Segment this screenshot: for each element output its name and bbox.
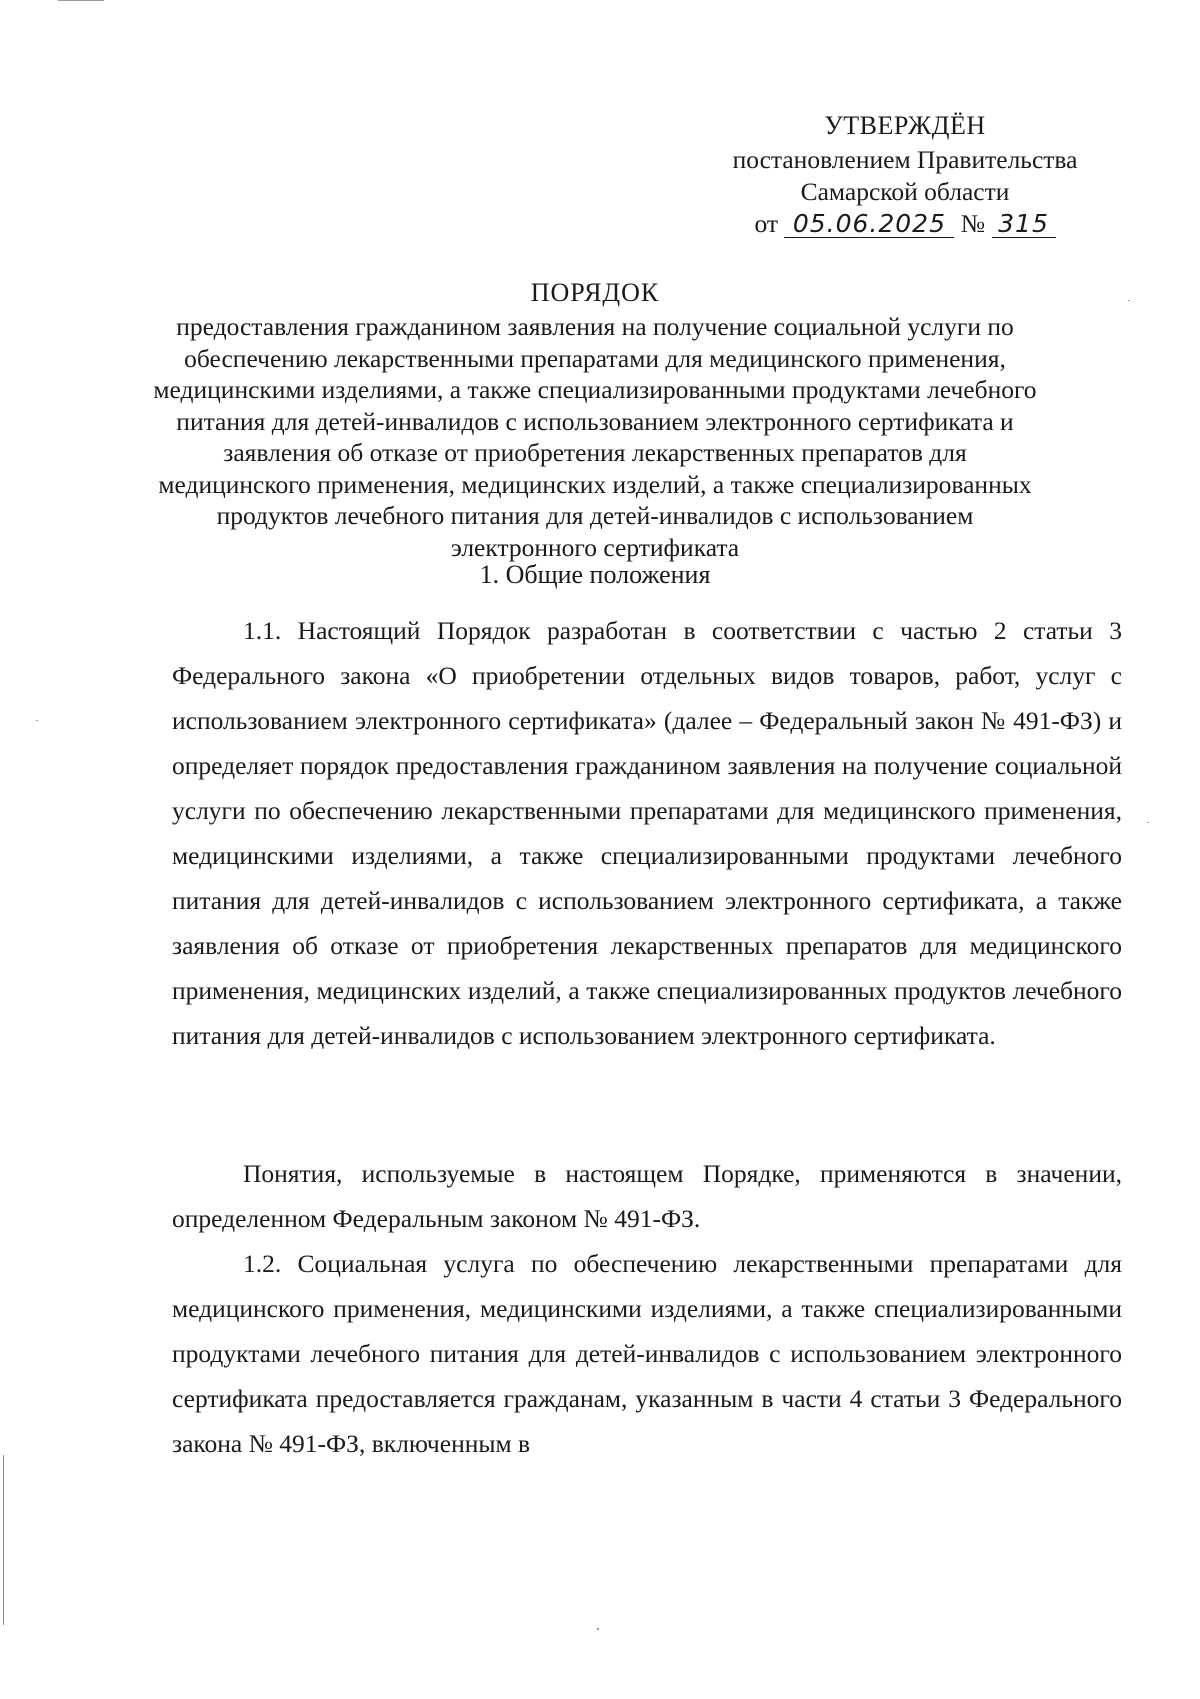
approval-authority: постановлением Правительства bbox=[732, 145, 1078, 174]
handwritten-date: 05.06.2025 bbox=[784, 211, 954, 238]
number-prefix: № bbox=[960, 209, 986, 238]
approval-heading: УТВЕРЖДЁН bbox=[824, 111, 986, 140]
paragraph-1-1 bbox=[172, 608, 1122, 1058]
date-prefix: от bbox=[754, 209, 779, 238]
title-block bbox=[150, 277, 1040, 563]
scan-speck bbox=[36, 720, 38, 721]
scan-mark bbox=[58, 0, 104, 1]
scan-speck bbox=[597, 1628, 599, 1630]
section-heading: 1. Общие положения bbox=[479, 560, 711, 589]
paragraph-text: 1.1. Настоящий Порядок разработан в соответствии с частью 2 статьи 3 Федерального закона «О приобретении отдельных видов товаров, работ, услуг с использованием электронного сертификата» (далее – Федеральный закон № 491-ФЗ) и определяет порядок предоставления гражданином заявления на получение социальной услуги по обеспечению лекарственными препаратами для медицинского применения, медицинскими изделиями, а также специализированными продуктами лечебного питания для детей-инвалидов с использованием электронного сертификата, а также заявления об отказе от приобретения лекарственных препаратов для медицинского применения, медицинских изделий, а также специализированных продуктов лечебного питания для детей-инвалидов с использованием электронного сертификата. bbox=[172, 616, 1122, 1050]
paragraph-text: Понятия, используемые в настоящем Порядке, применяются в значении, определенном Федеральным законом № 491-ФЗ. bbox=[172, 1159, 1122, 1233]
approval-region: Самарской области bbox=[800, 177, 1010, 206]
approval-block bbox=[690, 110, 1120, 240]
handwritten-number: 315 bbox=[992, 211, 1056, 238]
scan-speck bbox=[1147, 822, 1149, 823]
approval-date-line bbox=[690, 208, 1120, 240]
paragraph-text: 1.2. Социальная услуга по обеспечению лекарственными препаратами для медицинского применения, медицинскими изделиями, а также специализированными продуктами лечебного питания для детей-инвалидов с использованием электронного сертификата предоставляется гражданам, указанным в части 4 статьи 3 Федерального закона № 491-ФЗ, включенным в bbox=[172, 1249, 1122, 1458]
paragraph-1-2 bbox=[172, 1241, 1122, 1466]
document-subtitle: предоставления гражданином заявления на получение социальной услуги по обеспечению лекарственными препаратами для медицинского применения, медицинскими изделиями, а также специализированными продуктами лечебного питания для детей-инвалидов с использованием электронного сертификата и заявления об отказе от приобретения лекарственных препаратов для медицинского применения, медицинских изделий, а также специализированных продуктов лечебного питания для детей-инвалидов с использованием электронного сертификата bbox=[153, 312, 1037, 562]
scan-speck bbox=[1128, 300, 1130, 301]
scan-mark bbox=[3, 1455, 4, 1625]
paragraph-definitions bbox=[172, 1151, 1122, 1241]
document-title: ПОРЯДОК bbox=[530, 278, 660, 307]
